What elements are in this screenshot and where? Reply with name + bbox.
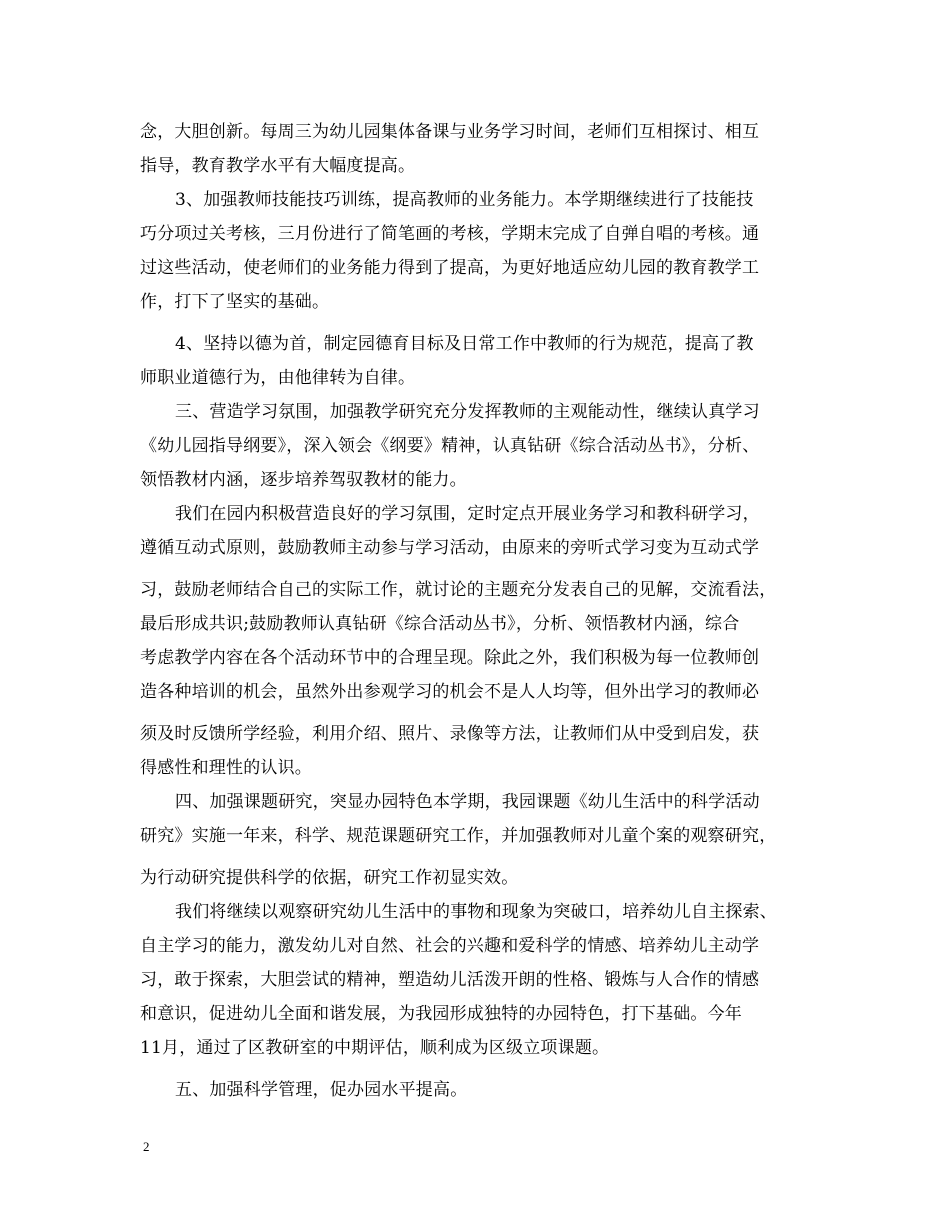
text-line-2: 指导，教育教学水平有大幅度提高。 bbox=[140, 156, 416, 176]
text-line-20: 四、加强课题研究，突显办园特色本学期，我园课题《幼儿生活中的科学活动 bbox=[175, 792, 760, 812]
text-line-23: 我们将继续以观察研究幼儿生活中的事物和现象为突破口，培养幼儿自主探索、 bbox=[175, 902, 777, 922]
text-line-7: 4、坚持以德为首，制定园德育目标及日常工作中教师的行为规范，提高了教 bbox=[175, 334, 754, 354]
text-line-8: 师职业道德行为，由他律转为自律。 bbox=[140, 368, 416, 388]
text-line-6: 作，打下了坚实的基础。 bbox=[140, 292, 330, 312]
text-line-27: 11月，通过了区教研室的中期评估，顺利成为区级立项课题。 bbox=[140, 1038, 610, 1058]
text-line-26: 和意识，促进幼儿全面和谐发展，为我园形成独特的办园特色，打下基础。今年 bbox=[140, 1004, 742, 1024]
text-line-3: 3、加强教师技能技巧训练，提高教师的业务能力。本学期继续进行了技能技 bbox=[175, 190, 754, 210]
text-line-13: 遵循互动式原则，鼓励教师主动参与学习活动，由原来的旁听式学习变为互动式学 bbox=[140, 538, 760, 558]
text-line-4: 巧分项过关考核，三月份进行了简笔画的考核，学期末完成了自弹自唱的考核。通 bbox=[140, 224, 760, 244]
text-line-21: 研究》实施一年来，科学、规范课题研究工作，并加强教师对儿童个案的观察研究， bbox=[140, 826, 777, 846]
text-line-12: 我们在园内积极营造良好的学习氛围，定时定点开展业务学习和教科研学习， bbox=[175, 504, 760, 524]
text-line-25: 习，敢于探索，大胆尝试的精神，塑造幼儿活泼开朗的性格、锻炼与人合作的情感 bbox=[140, 970, 760, 990]
page-number: 2 bbox=[143, 1139, 150, 1154]
text-line-14: 习，鼓励老师结合自己的实际工作，就讨论的主题充分发表自己的见解，交流看法， bbox=[140, 580, 777, 600]
text-line-24: 自主学习的能力，激发幼儿对自然、社会的兴趣和爱科学的情感、培养幼儿主动学 bbox=[140, 936, 760, 956]
text-line-22: 为行动研究提供科学的依据，研究工作初显实效。 bbox=[140, 868, 519, 888]
text-line-1: 念，大胆创新。每周三为幼儿园集体备课与业务学习时间，老师们互相探讨、相互 bbox=[140, 122, 760, 142]
text-line-10: 《幼儿园指导纲要》，深入领会《纲要》精神，认真钻研《综合活动丛书》，分析、 bbox=[140, 436, 760, 456]
text-line-5: 过这些活动，使老师们的业务能力得到了提高，为更好地适应幼儿园的教育教学工 bbox=[140, 258, 760, 278]
text-line-16: 考虑教学内容在各个活动环节中的合理呈现。除此之外，我们积极为每一位教师创 bbox=[140, 648, 760, 668]
text-line-18: 须及时反馈所学经验，利用介绍、照片、录像等方法，让教师们从中受到启发，获 bbox=[140, 724, 760, 744]
text-line-19: 得感性和理性的认识。 bbox=[140, 758, 312, 778]
text-line-15: 最后形成共识;鼓励教师认真钻研《综合活动丛书》，分析、领悟教材内涵，综合 bbox=[140, 614, 740, 634]
text-line-17: 造各种培训的机会，虽然外出参观学习的机会不是人人均等，但外出学习的教师必 bbox=[140, 682, 760, 702]
text-line-28: 五、加强科学管理，促办园水平提高。 bbox=[175, 1080, 468, 1100]
text-line-11: 领悟教材内涵，逐步培养驾驭教材的能力。 bbox=[140, 470, 467, 490]
text-line-9: 三、营造学习氛围，加强教学研究充分发挥教师的主观能动性，继续认真学习 bbox=[175, 402, 760, 422]
